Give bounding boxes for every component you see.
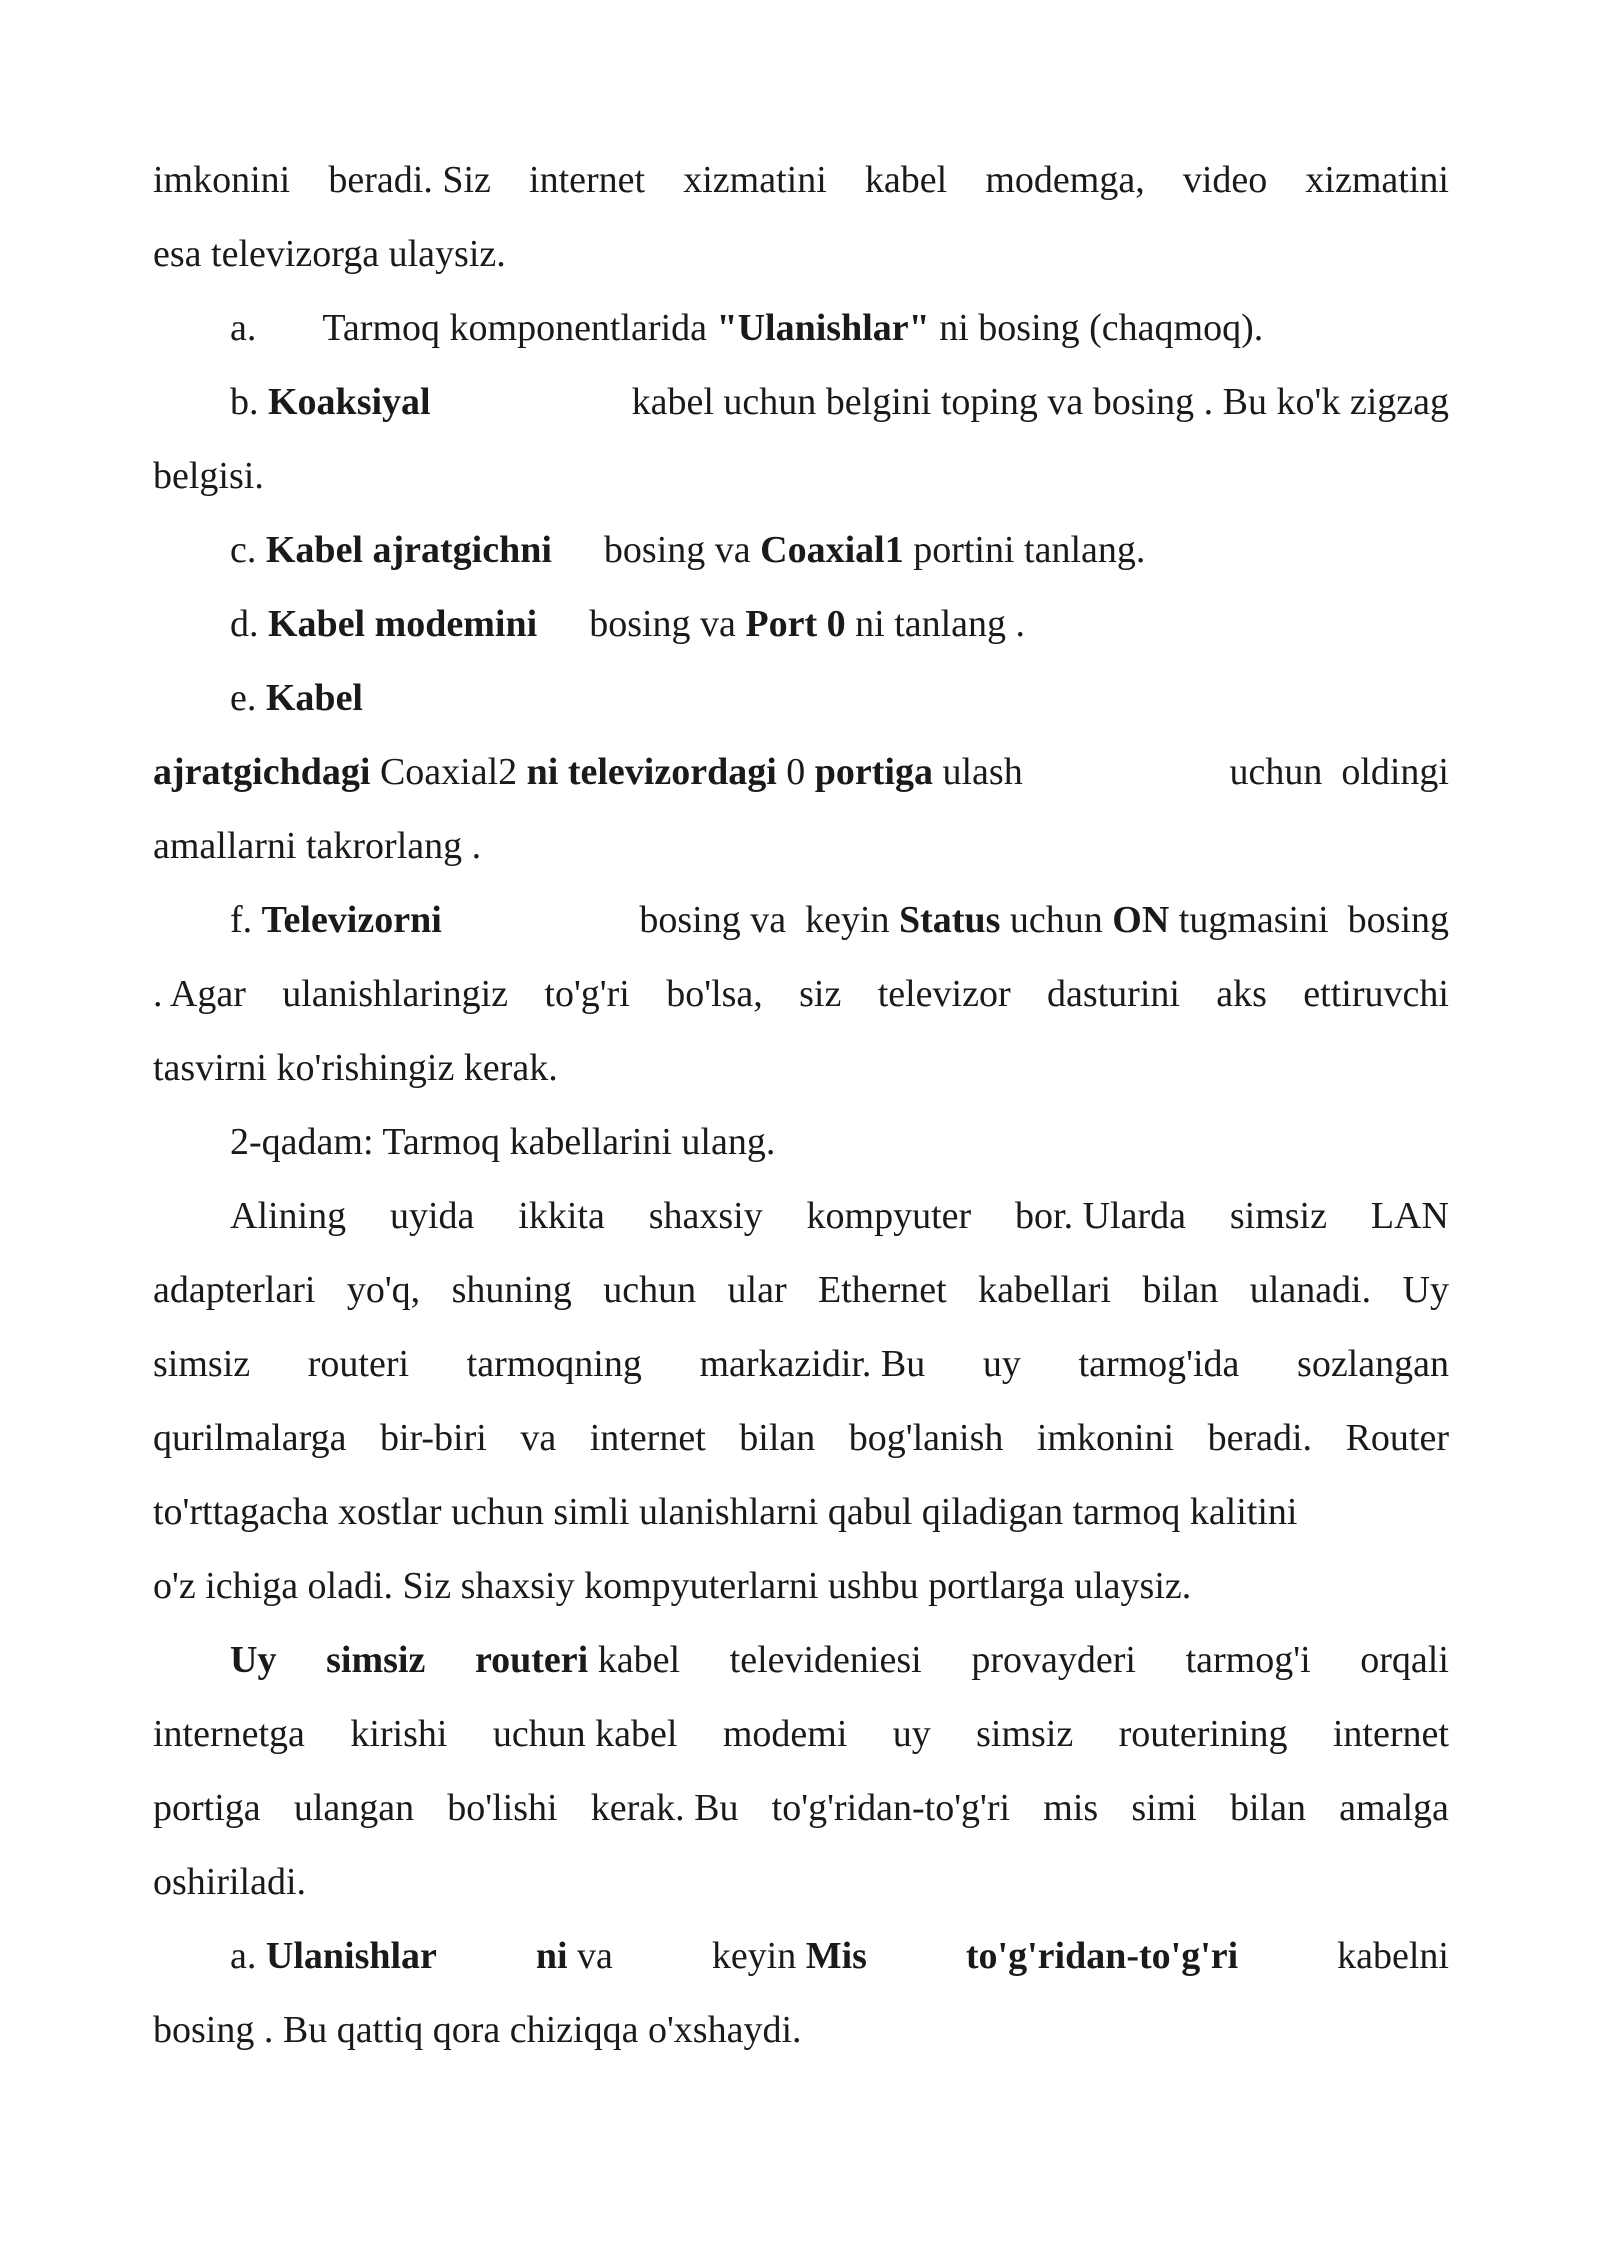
step-a: a. Tarmoq komponentlarida "Ulanishlar" ni bosing (chaqmoq). xyxy=(230,307,1264,349)
paragraph-alining: Alining uyida ikkita shaxsiy kompyuter bor. Ularda simsiz LAN xyxy=(230,1195,1449,1237)
paragraph-intro: imkonini beradi. Siz internet xizmatini kabel modemga, video xizmatini xyxy=(153,159,1449,201)
document-page: imkonini beradi. Siz internet xizmatini kabel modemga, video xizmatini esa televizorga ulaysiz. a. Tarmoq komponentlarida "Ulanishlar" ni bosing (chaqmoq). b. Koaksiyal kabel uchun belgini toping va bosing . Bu ko'k zigzag belgisi. c. Kabel ajratgichni bosing va Coaxial1 portini tanlang. d. Kabel modemini bosing va Port 0 ni tanlang . e. Kabel ajratgichdagi Coaxial2 ni televizordagi 0 portiga ulash uchun oldingi amallarni takrorlang . f. Televizorni bosing va keyin Status uchun ON tugmasini bosing . Agar ulanishlaringiz to'g'ri bo'lsa, siz televizor dasturini aks ettiruvchi tasvirni ko'rishingiz kerak. 2-qadam: Tarmoq kabellarini ulang. Alining uyida ikkita shaxsiy kompyuter bor. Ularda simsiz LAN adapterlari yo'q, shuning uchun ular Ethernet kabellari bilan ulanadi. Uy simsiz routeri tarmoqning markazidir. Bu uy tarmog'ida sozlangan qurilmalarga bir-biri va internet bilan bog'lanish imkonini beradi. Router to'rttagacha xostlar uchun simli ulanishlarni qabul qiladigan tarmoq kalitini o'z ichiga oladi. Siz shaxsiy kompyuterlarni ushbu portlarga ulaysiz. Uy simsiz routeri kabel televideniesi provayderi tarmog'i orqali internetga kirishi uchun kabel modemi uy simsiz routerining internet portiga ulangan bo'lishi kerak. Bu to'g'ridan-to'g'ri mis simi bilan amalga oshiriladi. a. Ulanishlar ni va keyin Mis to'g'ridan-to'g'ri kabelni bosing . Bu qattiq qora chiziqqa o'xshaydi. xyxy=(0,0,1600,2262)
step-b: b. Koaksiyal kabel uchun belgini toping va bosing . Bu ko'k zigzag xyxy=(230,381,1449,423)
paragraph-router: Uy simsiz routeri kabel televideniesi provayderi tarmog'i orqali xyxy=(230,1639,1449,1681)
step-f: f. Televizorni bosing va keyin Status uchun ON tugmasini bosing xyxy=(230,899,1449,941)
step-e: e. Kabel xyxy=(230,677,363,719)
step-d: d. Kabel modemini bosing va Port 0 ni tanlang . xyxy=(230,603,1026,645)
step-c: c. Kabel ajratgichni bosing va Coaxial1 portini tanlang. xyxy=(230,529,1146,571)
step-2-heading: 2-qadam: Tarmoq kabellarini ulang. xyxy=(230,1121,776,1163)
step-2-a: a. Ulanishlar ni va keyin Mis to'g'ridan-to'g'ri kabelni xyxy=(230,1935,1449,1977)
